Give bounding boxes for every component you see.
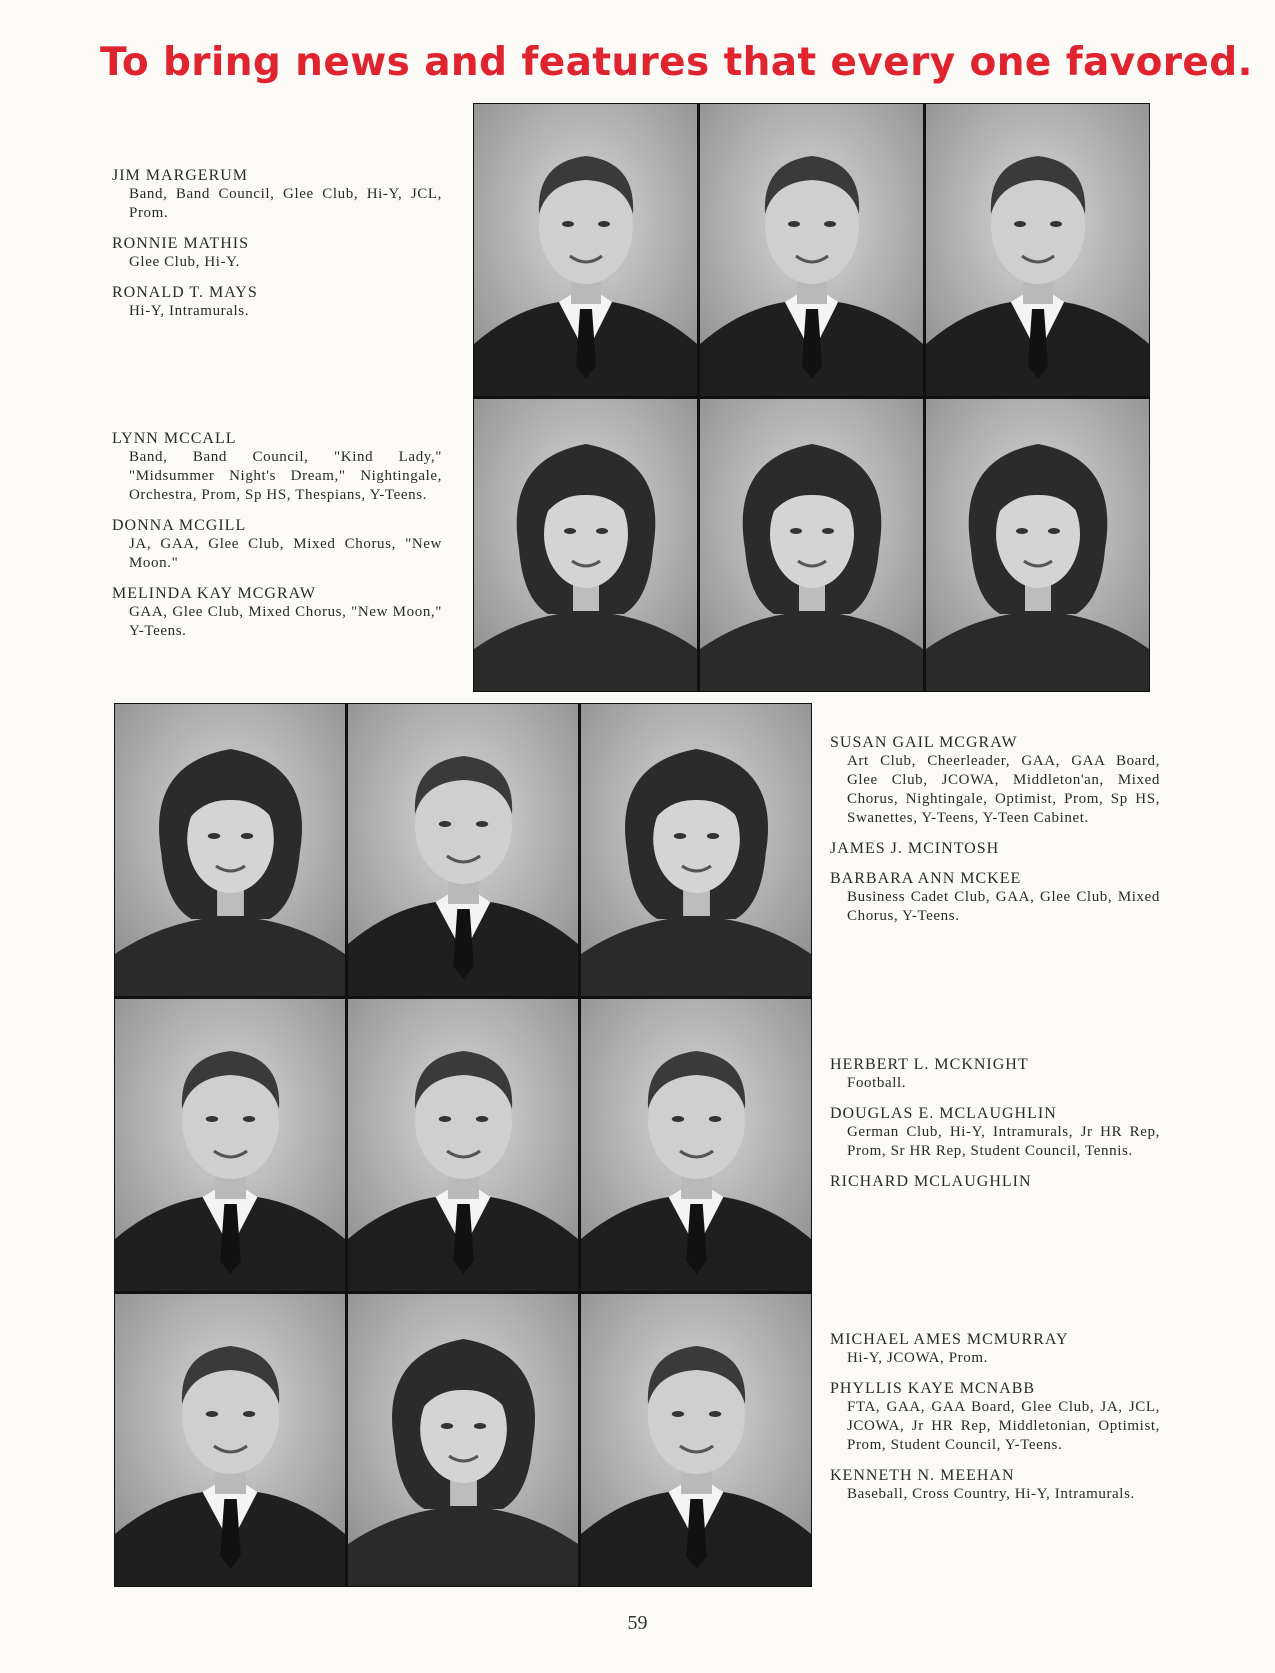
student-entry (112, 516, 442, 573)
student-activities: German Club, Hi-Y, Intramurals, Jr HR Rep, Prom, Sr HR Rep, Student Council, Tennis. (847, 1124, 1160, 1159)
portrait-photo (348, 999, 578, 1291)
student-activities: Art Club, Cheerleader, GAA, GAA Board, Glee Club, JCOWA, Middleton'an, Mixed Chorus, Nightingale, Optimist, Prom, Sp HS, Swanettes, Y-Teens, Y-Teen Cabinet. (847, 753, 1160, 826)
portrait-photo (581, 1294, 811, 1586)
student-entry (830, 1466, 1160, 1504)
student-activities: Band, Band Council, "Kind Lady," "Midsummer Night's Dream," Nightingale, Orchestra, Prom, Sp HS, Thespians, Y-Teens. (129, 449, 442, 503)
student-entry (830, 1055, 1160, 1093)
student-entry (830, 869, 1160, 926)
student-name: MICHAEL AMES MCMURRAY (830, 1331, 1069, 1348)
student-name: RONALD T. MAYS (112, 284, 258, 301)
student-name: KENNETH N. MEEHAN (830, 1467, 1015, 1484)
student-name: RONNIE MATHIS (112, 235, 249, 252)
student-name: HERBERT L. MCKNIGHT (830, 1056, 1029, 1073)
portrait-photo (474, 399, 697, 691)
student-name: LYNN MCCALL (112, 430, 237, 447)
student-name: SUSAN GAIL MCGRAW (830, 734, 1018, 751)
portrait-photo (700, 104, 923, 396)
student-name: DONNA MCGILL (112, 517, 247, 534)
student-activities: Football. (847, 1075, 907, 1091)
student-activities: Hi-Y, Intramurals. (129, 303, 250, 319)
student-entry (112, 283, 442, 321)
student-activities: Business Cadet Club, GAA, Glee Club, Mixed Chorus, Y-Teens. (847, 889, 1160, 924)
student-name: JIM MARGERUM (112, 167, 249, 184)
portrait-photo (581, 704, 811, 996)
student-entry (112, 429, 442, 505)
portrait-photo (700, 399, 923, 691)
student-entry (830, 1379, 1160, 1455)
student-entry (830, 733, 1160, 828)
portrait-photo (474, 104, 697, 396)
student-activities: JA, GAA, Glee Club, Mixed Chorus, "New Moon." (129, 536, 442, 571)
caption-group (830, 733, 1160, 937)
portrait-photo (926, 399, 1149, 691)
portrait-grid-bottom (114, 703, 812, 1587)
student-activities: Band, Band Council, Glee Club, Hi-Y, JCL, Prom. (129, 186, 442, 221)
student-entry (112, 166, 442, 223)
student-name: DOUGLAS E. MCLAUGHLIN (830, 1105, 1057, 1122)
student-activities: Hi-Y, JCOWA, Prom. (847, 1350, 988, 1366)
student-entry (112, 234, 442, 272)
student-name: RICHARD MCLAUGHLIN (830, 1173, 1032, 1190)
student-entry (830, 1330, 1160, 1368)
student-entry (830, 1104, 1160, 1161)
portrait-photo (115, 999, 345, 1291)
portrait-photo (926, 104, 1149, 396)
page-headline: To bring news and features that every one favored. (100, 40, 1253, 85)
student-name: JAMES J. MCINTOSH (830, 840, 1000, 857)
portrait-photo (115, 1294, 345, 1586)
portrait-photo (348, 704, 578, 996)
student-entry (830, 1172, 1160, 1191)
portrait-photo (348, 1294, 578, 1586)
student-entry (830, 839, 1160, 858)
student-activities: Baseball, Cross Country, Hi-Y, Intramurals. (847, 1486, 1135, 1502)
caption-group (830, 1330, 1160, 1515)
portrait-photo (581, 999, 811, 1291)
student-name: PHYLLIS KAYE MCNABB (830, 1380, 1036, 1397)
portrait-photo (115, 704, 345, 996)
student-name: BARBARA ANN MCKEE (830, 870, 1022, 887)
student-activities: GAA, Glee Club, Mixed Chorus, "New Moon," Y-Teens. (129, 604, 442, 639)
portrait-grid-top (473, 103, 1150, 692)
student-activities: Glee Club, Hi-Y. (129, 254, 240, 270)
student-entry (112, 584, 442, 641)
caption-group (112, 166, 442, 332)
caption-group (830, 1055, 1160, 1202)
student-activities: FTA, GAA, GAA Board, Glee Club, JA, JCL, JCOWA, Jr HR Rep, Middletonian, Optimist, Prom, Student Council, Y-Teens. (847, 1399, 1160, 1453)
caption-group (112, 429, 442, 652)
page-number: 59 (627, 1612, 648, 1634)
student-name: MELINDA KAY MCGRAW (112, 585, 316, 602)
